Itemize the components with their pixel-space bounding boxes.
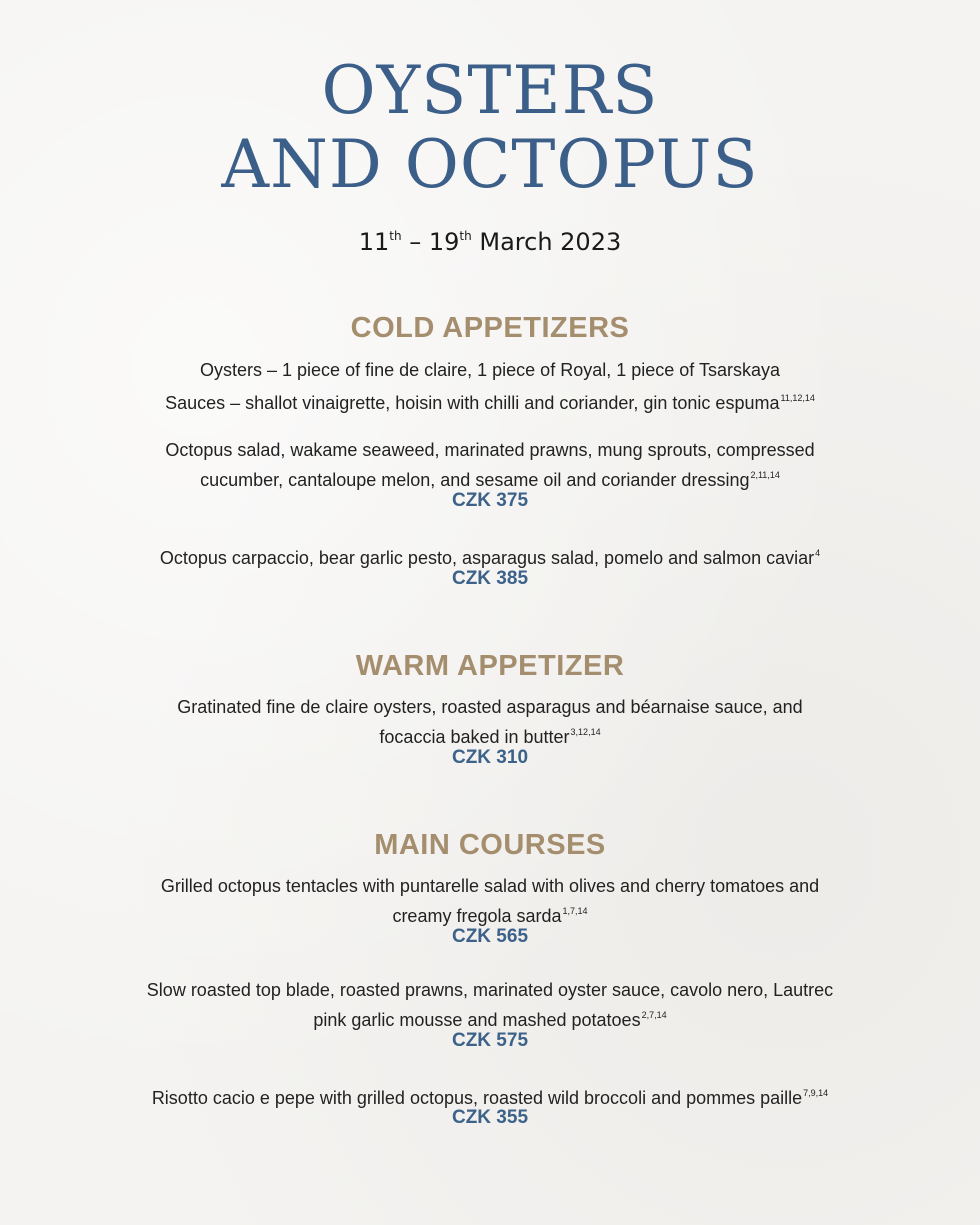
date-end-day: 19 [428, 228, 460, 256]
warm-item1-price: CZK 310 [451, 747, 529, 768]
cold-item1-line1: Oysters – 1 piece of fine de claire, 1 piece of Royal, 1 piece of Tsarskaya [200, 360, 780, 380]
main-item1-line1: Grilled octopus tentacles with puntarelle salad with olives and cherry tomatoes and [160, 876, 820, 896]
section-heading-main: MAIN COURSES [374, 829, 606, 861]
date-start-day: 11 [358, 228, 390, 256]
date-end-suffix: th [459, 229, 472, 243]
warm-item1-allergens: 3,12,14 [570, 727, 601, 737]
main-item3-price: CZK 355 [451, 1107, 529, 1128]
main-item1-price: CZK 565 [451, 926, 529, 947]
warm-item1-line2-text: focaccia baked in butter [379, 727, 570, 747]
date-start-suffix: th [389, 229, 402, 243]
main-item1-line2-text: creamy fregola sarda [392, 906, 562, 926]
main-item2-line1: Slow roasted top blade, roasted prawns, marinated oyster sauce, cavolo nero, Lautrec [146, 980, 834, 1000]
section-heading-cold: COLD APPETIZERS [350, 312, 630, 344]
main-item2-allergens: 2,7,14 [641, 1010, 667, 1020]
cold-item1-line2-text: Sauces – shallot vinaigrette, hoisin with chilli and coriander, gin tonic espuma [165, 393, 780, 413]
menu-title-line2: AND OCTOPUS [221, 126, 759, 203]
cold-item2-price: CZK 375 [451, 490, 529, 511]
cold-item1-line2 [0, 385, 980, 416]
main-item3-line1-text: Risotto cacio e pepe with grilled octopus, roasted wild broccoli and pommes paille [151, 1088, 803, 1108]
warm-item1-line1: Gratinated fine de claire oysters, roasted asparagus and béarnaise sauce, and [177, 697, 803, 717]
cold-item3-line1 [0, 540, 980, 571]
section-heading-warm: WARM APPETIZER [355, 650, 625, 682]
cold-item3-price: CZK 385 [451, 568, 529, 589]
cold-item3-allergens: 4 [815, 548, 821, 558]
cold-item2-line1: Octopus salad, wakame seaweed, marinated prawns, mung sprouts, compressed [165, 440, 815, 460]
date-separator: – [409, 228, 422, 256]
cold-item1-allergens: 11,12,14 [780, 393, 815, 403]
main-item1-allergens: 1,7,14 [562, 906, 588, 916]
main-item3-allergens: 7,9,14 [803, 1088, 829, 1098]
main-item2-price: CZK 575 [451, 1030, 529, 1051]
cold-item2-line2-text: cucumber, cantaloupe melon, and sesame oil and coriander dressing [200, 470, 750, 490]
cold-item2-allergens: 2,11,14 [750, 470, 780, 480]
date-month-year: March 2023 [479, 228, 622, 256]
warm-item1-line2 [0, 719, 980, 750]
cold-item2-line2 [0, 462, 980, 493]
main-item1-line2 [0, 898, 980, 929]
event-dates [0, 228, 980, 256]
cold-item3-line1-text: Octopus carpaccio, bear garlic pesto, asparagus salad, pomelo and salmon caviar [159, 548, 815, 568]
menu-title-line1: OYSTERS [321, 52, 659, 129]
main-item2-line2-text: pink garlic mousse and mashed potatoes [313, 1010, 641, 1030]
main-item2-line2 [0, 1002, 980, 1033]
